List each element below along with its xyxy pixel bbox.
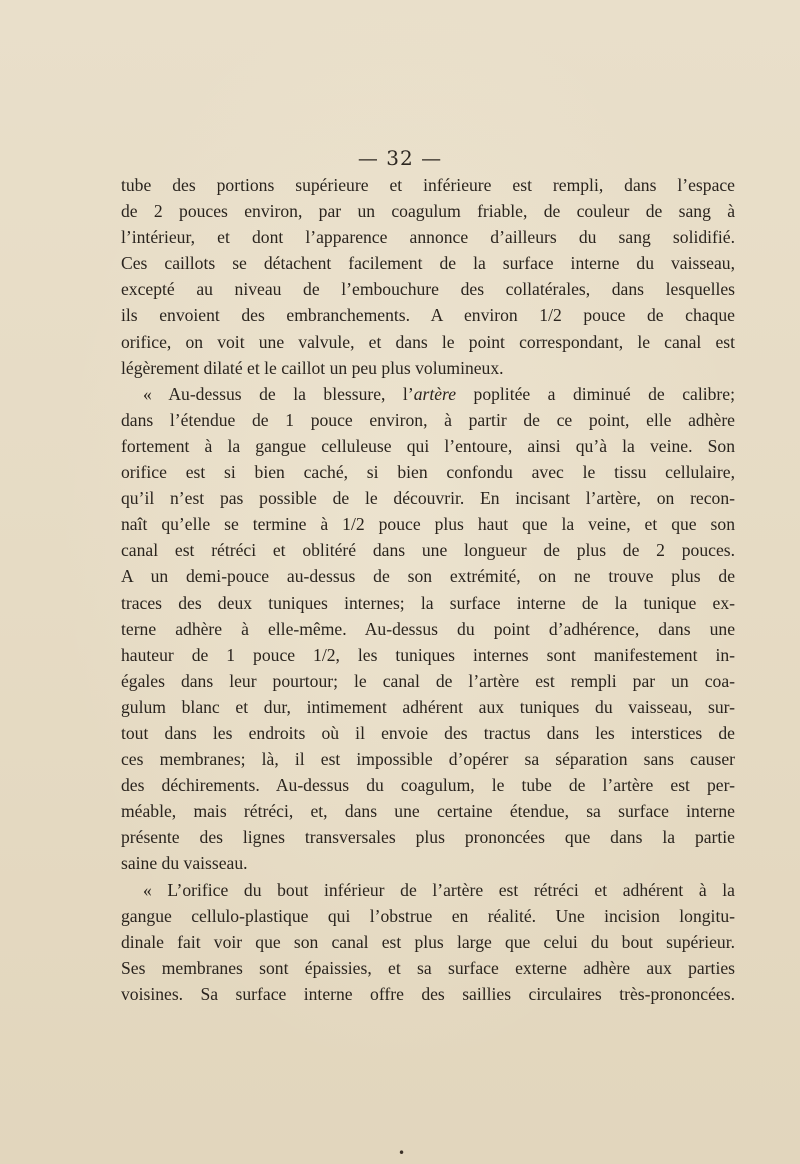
text-line: Ces caillots se détachent facilement de la surface interne du vaisseau, — [121, 253, 735, 274]
text-line: saine du vaisseau. — [121, 853, 248, 874]
page-number: — 32 — — [357, 146, 443, 170]
text-line: présente des lignes transversales plus prononcées que dans la partie — [121, 827, 735, 848]
text-line: Ses membranes sont épaissies, et sa surface externe adhère aux parties — [121, 957, 735, 978]
text-line: « Au-dessus de la blessure, l’artère poplitée a diminué de calibre; — [143, 383, 735, 404]
text-line: fortement à la gangue celluleuse qui l’entoure, ainsi qu’à la veine. Son — [121, 435, 735, 456]
text-line: ces membranes; là, il est impossible d’opérer sa séparation sans causer — [121, 749, 735, 770]
text-line: excepté au niveau de l’embouchure des collatérales, dans lesquelles — [121, 279, 735, 300]
text-line: gangue cellulo-plastique qui l’obstrue en réalité. Une incision longitu- — [121, 905, 735, 926]
text-line: orifice, on voit une valvule, et dans le point correspondant, le canal est — [121, 331, 735, 352]
text-line: l’intérieur, et dont l’apparence annonce d’ailleurs du sang solidifié. — [121, 227, 735, 248]
text-line: orifice est si bien caché, si bien confondu avec le tissu cellulaire, — [121, 462, 735, 483]
text-line: naît qu’elle se termine à 1/2 pouce plus haut que la veine, et que son — [121, 514, 735, 535]
text-line: voisines. Sa surface interne offre des saillies circulaires très-prononcées. — [121, 983, 735, 1004]
text-line: qu’il n’est pas possible de le découvrir. En incisant l’artère, on recon- — [121, 488, 735, 509]
text-line: égales dans leur pourtour; le canal de l’artère est rempli par un coa- — [121, 670, 735, 691]
text-line: « L’orifice du bout inférieur de l’artère est rétréci et adhérent à la — [143, 879, 735, 900]
text-line: méable, mais rétréci, et, dans une certaine étendue, sa surface interne — [121, 801, 735, 822]
text-line: légèrement dilaté et le caillot un peu plus volumineux. — [121, 357, 504, 378]
signature-mark: • — [398, 1146, 406, 1160]
text-line: des déchirements. Au-dessus du coagulum, le tube de l’artère est per- — [121, 775, 735, 796]
text-line: terne adhère à elle-même. Au-dessus du point d’adhérence, dans une — [121, 618, 735, 639]
text-line: tout dans les endroits où il envoie des tractus dans les interstices de — [121, 722, 735, 743]
text-line: hauteur de 1 pouce 1/2, les tuniques internes sont manifestement in- — [121, 644, 735, 665]
text-line: ils envoient des embranchements. A environ 1/2 pouce de chaque — [121, 305, 735, 326]
text-line: traces des deux tuniques internes; la surface interne de la tunique ex- — [121, 592, 735, 613]
text-line: canal est rétréci et oblitéré dans une longueur de plus de 2 pouces. — [121, 540, 735, 561]
text-line: de 2 pouces environ, par un coagulum friable, de couleur de sang à — [121, 201, 735, 222]
body-text — [121, 172, 735, 1007]
text-line: tube des portions supérieure et inférieure est rempli, dans l’espace — [121, 175, 735, 195]
text-line: dinale fait voir que son canal est plus large que celui du bout supérieur. — [121, 931, 735, 952]
text-line: dans l’étendue de 1 pouce environ, à partir de ce point, elle adhère — [121, 409, 735, 430]
text-line: A un demi-pouce au-dessus de son extrémité, on ne trouve plus de — [121, 566, 735, 587]
text-line: gulum blanc et dur, intimement adhérent aux tuniques du vaisseau, sur- — [121, 696, 735, 717]
